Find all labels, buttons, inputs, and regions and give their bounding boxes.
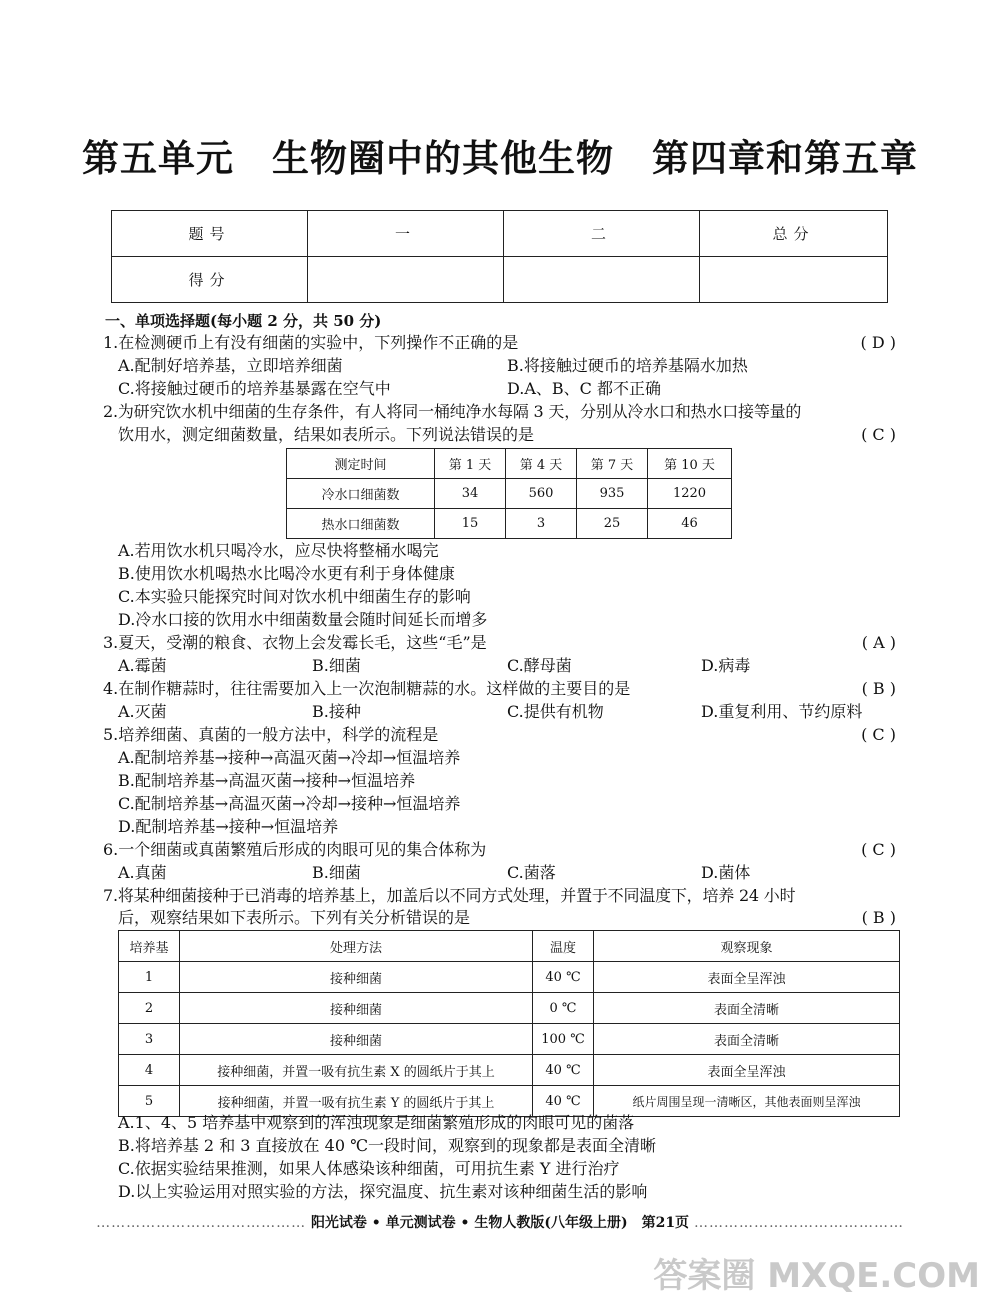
table-cell: 1220 [648,479,732,509]
table-cell: 表面全呈浑浊 [594,1055,900,1086]
table-cell: 5 [119,1086,180,1117]
question-stem: 1.在检测硬币上有没有细菌的实验中，下列操作不正确的是 [103,333,519,352]
table-cell: 935 [577,479,648,509]
option-a: A.配制培养基→接种→高温灭菌→冷却→恒温培养 [118,748,461,767]
section-heading: 一、单项选择题(每小题 2 分，共 50 分) [105,312,382,330]
table-cell: 15 [435,509,506,539]
question-stem: 2.为研究饮水机中细菌的生存条件，有人将同一桶纯净水每隔 3 天，分别从冷水口和热水口接等量的 [103,402,802,421]
option-b: B.接种 [312,702,361,721]
table-cell: 0 ℃ [533,993,594,1024]
table-cell: 一 [308,211,504,257]
table-cell: 560 [506,479,577,509]
question-stem-cont: 饮用水，测定细菌数量，结果如表所示。下列说法错误的是 [118,425,535,444]
table-header-cell: 培养基 [119,931,180,962]
table-row [119,931,900,962]
table-cell: 接种细菌，并置一吸有抗生素 X 的圆纸片于其上 [180,1055,533,1086]
option-d: D.冷水口接的饮用水中细菌数量会随时间延长而增多 [118,610,488,629]
table-cell: 25 [577,509,648,539]
table-row [119,993,900,1024]
table-cell: 表面全呈浑浊 [594,962,900,993]
table-header-cell: 测定时间 [287,449,435,479]
option-d: D.菌体 [701,863,751,882]
table-cell[interactable] [504,257,700,303]
table-header-cell: 温度 [533,931,594,962]
table-cell: 表面全清晰 [594,1024,900,1055]
data-table [118,930,900,1117]
option-a: A.若用饮水机只喝冷水，应尽快将整桶水喝完 [118,541,439,560]
question-stem: 4.在制作糖蒜时，往往需要加入上一次泡制糖蒜的水。这样做的主要目的是 [103,679,631,698]
table-row [287,479,732,509]
option-c: C.本实验只能探究时间对饮水机中细菌生存的影响 [118,587,471,606]
option-c: C.将接触过硬币的培养基暴露在空气中 [118,379,391,398]
option-d: D.配制培养基→接种→恒温培养 [118,817,339,836]
question-stem: 5.培养细菌、真菌的一般方法中，科学的流程是 [103,725,439,744]
table-cell: 冷水口细菌数 [287,479,435,509]
table-cell: 接种细菌 [180,1024,533,1055]
table-row [287,509,732,539]
answer-mark: ( C ) [861,425,896,444]
option-c: C.配制培养基→高温灭菌→冷却→接种→恒温培养 [118,794,461,813]
footer-text: 阳光试卷 • 单元测试卷 • 生物人教版(八年级上册) 第21页 [310,1215,690,1231]
table-cell: 热水口细菌数 [287,509,435,539]
table-cell: 40 ℃ [533,1086,594,1117]
table-header-cell: 第 1 天 [435,449,506,479]
table-cell: 34 [435,479,506,509]
table-cell: 100 ℃ [533,1024,594,1055]
footer-dots-right: …………………………………… [693,1215,904,1231]
question-stem: 3.夏天，受潮的粮食、衣物上会发霉长毛，这些“毛”是 [103,633,487,652]
option-a: A.霉菌 [118,656,167,675]
table-row [119,962,900,993]
question-stem: 7.将某种细菌接种于已消毒的培养基上，加盖后以不同方式处理，并置于不同温度下，培养 24 小时 [103,886,796,905]
watermark-logo: 答案圈 MXQE.COM [653,1256,980,1296]
answer-mark: ( B ) [861,908,896,927]
table-cell: 3 [506,509,577,539]
table-row [119,1024,900,1055]
option-b: B.细菌 [312,656,361,675]
table-cell: 46 [648,509,732,539]
table-cell: 二 [504,211,700,257]
data-table [286,448,732,539]
option-b: B.将接触过硬币的培养基隔水加热 [507,356,748,375]
table-cell: 接种细菌，并置一吸有抗生素 Y 的圆纸片于其上 [180,1086,533,1117]
option-a: A.1、4、5 培养基中观察到的浑浊现象是细菌繁殖形成的肉眼可见的菌落 [118,1113,635,1132]
option-d: D.A、B、C 都不正确 [507,379,661,398]
table-cell[interactable] [700,257,888,303]
option-d: D.以上实验运用对照实验的方法，探究温度、抗生素对该种细菌生活的影响 [118,1182,648,1201]
option-c: C.菌落 [507,863,556,882]
score-table [111,210,888,303]
option-c: C.依据实验结果推测，如果人体感染该种细菌，可用抗生素 Y 进行治疗 [118,1159,620,1178]
option-b: B.配制培养基→高温灭菌→接种→恒温培养 [118,771,416,790]
table-header-cell: 第 7 天 [577,449,648,479]
table-row [112,257,888,303]
table-cell: 3 [119,1024,180,1055]
table-cell: 接种细菌 [180,993,533,1024]
option-c: C.提供有机物 [507,702,604,721]
table-row [287,449,732,479]
answer-mark: ( D ) [860,333,896,352]
table-cell: 得分 [112,257,308,303]
answer-mark: ( A ) [861,633,896,652]
table-row [119,1086,900,1117]
table-header-cell: 第 4 天 [506,449,577,479]
answer-mark: ( B ) [861,679,896,698]
table-cell: 接种细菌 [180,962,533,993]
footer-dots-left: …………………………………… [96,1215,307,1231]
page-footer [0,1212,1000,1232]
option-c: C.酵母菌 [507,656,572,675]
table-row [119,1055,900,1086]
answer-mark: ( C ) [861,725,896,744]
table-header-cell: 第 10 天 [648,449,732,479]
table-header-cell: 处理方法 [180,931,533,962]
table-cell: 40 ℃ [533,1055,594,1086]
question-stem-cont: 后，观察结果如下表所示。下列有关分析错误的是 [118,908,471,927]
option-a: A.真菌 [118,863,167,882]
option-a: A.配制好培养基，立即培养细菌 [118,356,343,375]
table-header-cell: 观察现象 [594,931,900,962]
table-cell: 总分 [700,211,888,257]
question-stem: 6.一个细菌或真菌繁殖后形成的肉眼可见的集合体称为 [103,840,487,859]
table-cell: 1 [119,962,180,993]
option-a: A.灭菌 [118,702,167,721]
option-b: B.使用饮水机喝热水比喝冷水更有利于身体健康 [118,564,455,583]
table-cell: 题号 [112,211,308,257]
table-cell: 4 [119,1055,180,1086]
option-b: B.将培养基 2 和 3 直接放在 40 ℃一段时间，观察到的现象都是表面全清晰 [118,1136,656,1155]
table-cell: 表面全清晰 [594,993,900,1024]
table-cell: 纸片周围呈现一清晰区，其他表面则呈浑浊 [594,1086,900,1117]
option-d: D.病毒 [701,656,751,675]
option-d: D.重复利用、节约原料 [701,702,863,721]
answer-mark: ( C ) [861,840,896,859]
table-row [112,211,888,257]
page-title: 第五单元 生物圈中的其他生物 第四章和第五章 [82,137,918,180]
table-cell: 40 ℃ [533,962,594,993]
table-cell: 2 [119,993,180,1024]
option-b: B.细菌 [312,863,361,882]
table-cell[interactable] [308,257,504,303]
